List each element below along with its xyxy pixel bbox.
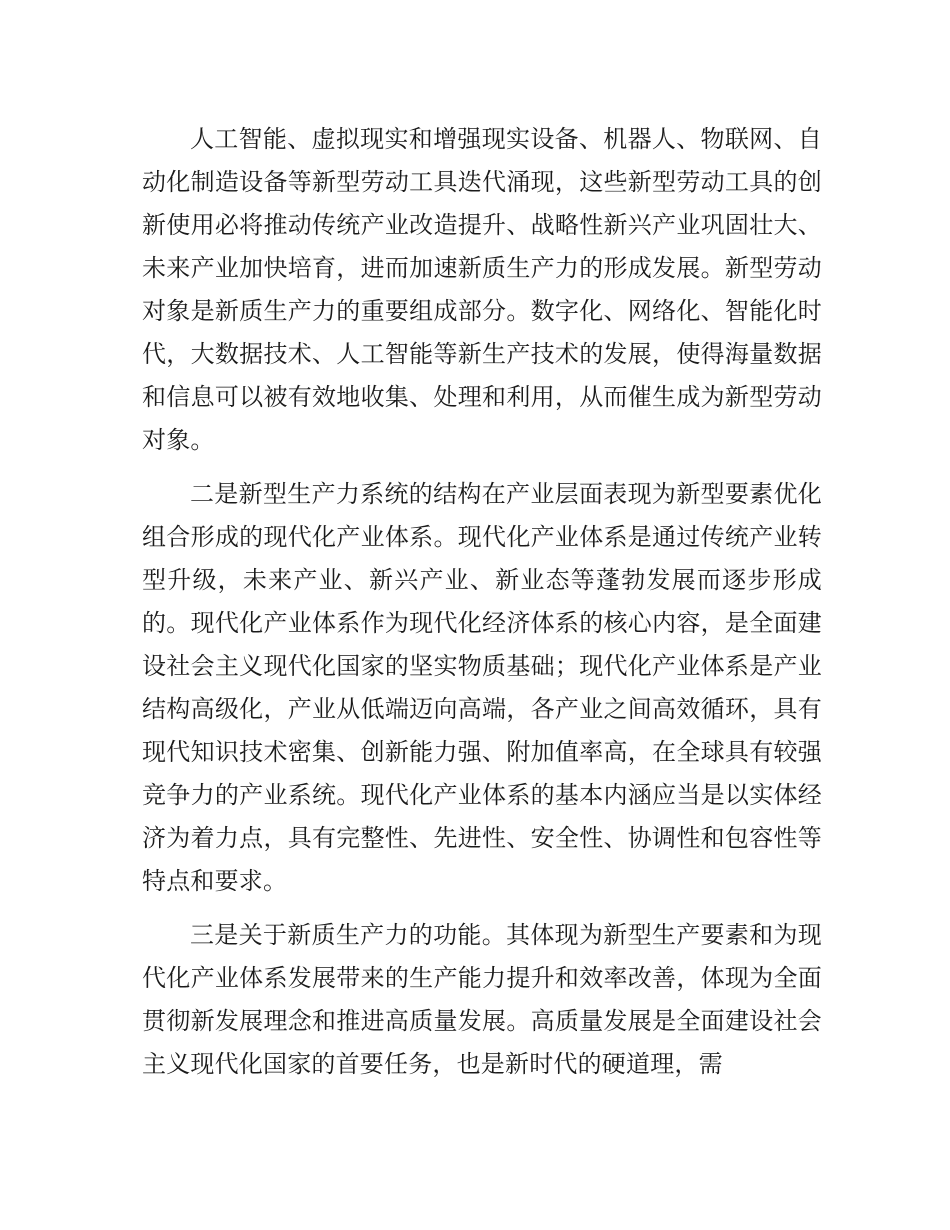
paragraph-1: 人工智能、虚拟现实和增强现实设备、机器人、物联网、自动化制造设备等新型劳动工具迭代涌现，这些新型劳动工具的创新使用必将推动传统产业改造提升、战略性新兴产业巩固壮大、未来产业加快培育，进而加速新质生产力的形成发展。新型劳动对象是新质生产力的重要组成部分。数字化、网络化、智能化时代，大数据技术、人工智能等新生产技术的发展，使得海量数据和信息可以被有效地收集、处理和利用，从而催生成为新型劳动对象。 — [142, 125, 822, 454]
paragraph-3: 三是关于新质生产力的功能。其体现为新型生产要素和为现代化产业体系发展带来的生产能力提升和效率改善，体现为全面贯彻新发展理念和推进高质量发展。高质量发展是全面建设社会主义现代化国家的首要任务，也是新时代的硬道理，需 — [142, 921, 822, 1078]
document-page — [142, 118, 822, 1086]
paragraph-2: 二是新型生产力系统的结构在产业层面表现为新型要素优化组合形成的现代化产业体系。现代化产业体系是通过传统产业转型升级，未来产业、新兴产业、新业态等蓬勃发展而逐步形成的。现代化产业体系作为现代化经济体系的核心内容，是全面建设社会主义现代化国家的坚实物质基础；现代化产业体系是产业结构高级化，产业从低端迈向高端，各产业之间高效循环，具有现代知识技术密集、创新能力强、附加值率高，在全球具有较强竞争力的产业系统。现代化产业体系的基本内涵应当是以实体经济为着力点，具有完整性、先进性、安全性、协调性和包容性等特点和要求。 — [142, 480, 822, 895]
